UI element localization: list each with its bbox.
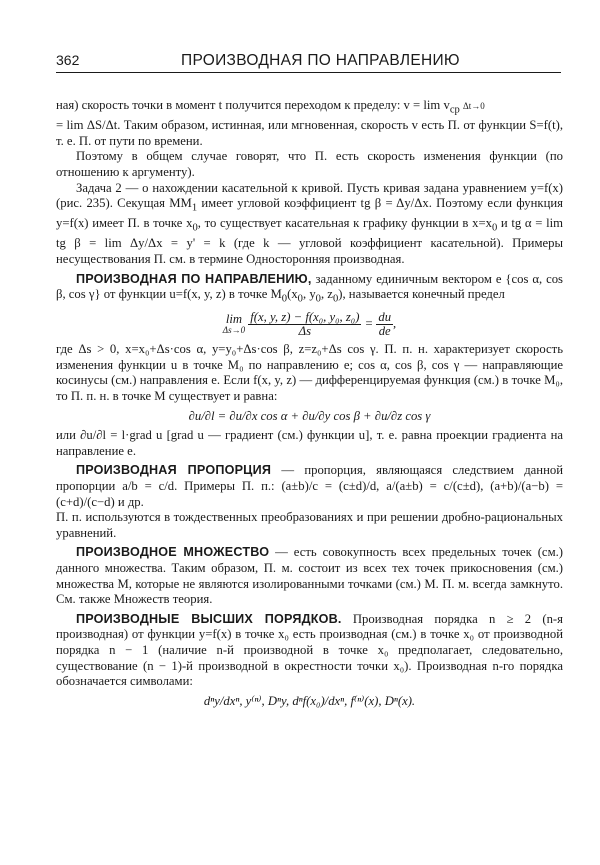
page-number: 362 [56, 52, 80, 68]
term-heading: ПРОИЗВОДНОЕ МНОЖЕСТВО [76, 545, 270, 560]
formula-directional-limit: lim Δs→0 $\frac{\text{f(x, y, z) − f(x₀, y₀, z₀)}}{\Delta s}$ = $\frac{du}{de}$ , [222, 310, 397, 339]
body-text [56, 98, 563, 713]
entry-derived-proportion: ПРОИЗВОДНАЯ ПРОПОРЦИЯ — пропорция, являющаяся следствием данной пропорции a/b = c/d. Примеры П. п.: (a±b)/c = (c±d)/d, a/(a±b) = c/(c±d), (a+b)/(a−b) = (c+d)/(c−d) и др. [56, 463, 563, 509]
formula-directional-partial: ∂u/∂l = ∂u/∂x cos α + ∂u/∂y cos β + ∂u/∂z cos γ [188, 408, 431, 423]
paragraph-velocity-cont: = lim ΔS/Δt. Таким образом, истинная, или мгновенная, скорость v есть П. от функции S=f(t), т. е. П. от пути по времени. [56, 118, 564, 148]
term-heading: ПРОИЗВОДНЫЕ ВЫСШИХ ПОРЯДКОВ. [76, 611, 342, 626]
paragraph-proportion-usage: П. п. используются в тождественных преобразованиях и при решении дробно-рациональных уравнений. [56, 510, 563, 540]
paragraph-directional-explain: где Δs > 0, x=x₀+Δs·cos α, y=y₀+Δs·cos β, z=z₀+Δs cos γ. П. п. н. характеризует скорость изменения функции u в точке M₀ по направлению e; cos α, cos β, cos γ — направляющие косинусы (см.) направления e. Если f(x, y, z) — дифференцируемая функция (см.) в точке M₀, то П. п. н. в точке M существует и равна: [56, 342, 563, 404]
paragraph-limit-velocity: ная) скорость точки в момент t получится переходом к пределу: $v = \lim v_{ср}$ Δt→0 [56, 98, 485, 116]
paragraph-tangent-problem: Задача 2 — о нахождении касательной к кривой. Пусть кривая задана уравнением y=f(x) (рис. 235). Секущая $MM_1$ имеет угловой коэффициент tg β = Δy/Δx. Поэтому если функция y=f(x) имеет П. в точке $x_0$, то существует касательная к графику функции в $x=x_0$ и tg α = lim tg β = lim Δy/Δx = y' = k (где k — угловой коэффициент касательной). Примеры несуществования П. см. в термине Односторонняя производная. [56, 180, 563, 266]
running-title: ПРОИЗВОДНАЯ ПО НАПРАВЛЕНИЮ [181, 52, 460, 69]
term-heading: ПРОИЗВОДНАЯ ПО НАПРАВЛЕНИЮ, [76, 271, 312, 286]
term-heading: ПРОИЗВОДНАЯ ПРОПОРЦИЯ [76, 463, 272, 478]
formula-higher-derivative-notation: dⁿy/dxⁿ, y⁽ⁿ⁾, Dⁿy, dⁿf(x₀)/dxⁿ, f⁽ⁿ⁾(x), Dⁿ(x). [203, 693, 416, 708]
page-header [56, 50, 561, 73]
entry-derived-set: ПРОИЗВОДНОЕ МНОЖЕСТВО — есть совокупность всех предельных точек (см.) данного множества. Таким образом, П. м. состоит из всех тех точек прикосновения (см.) множества M, которые не являются изолированными точками (см.) M. П. м. всегда замкнуто. См. также Множеств теория. [56, 545, 563, 607]
paragraph-rate-of-change: Поэтому в общем случае говорят, что П. есть скорость изменения функции (по отношению к аргументу). [56, 149, 563, 179]
paragraph-gradient-projection: или ∂u/∂l = l·grad u [grad u — градиент (см.) функции u], т. е. равна проекции градиента на направление e. [56, 428, 563, 458]
entry-directional-derivative: ПРОИЗВОДНАЯ ПО НАПРАВЛЕНИЮ, заданному единичным вектором e {cos α, cos β, cos γ} от функции u=f(x, y, z) в точке $M_0(x_0$, $y_0$, $z_0$), называется конечный предел [56, 271, 563, 305]
entry-higher-derivatives: ПРОИЗВОДНЫЕ ВЫСШИХ ПОРЯДКОВ. Производная порядка n ≥ 2 (n-я производная) от функции y=f(x) в точке x₀ есть производная (см.) в точке x₀ от производной порядка n − 1 (наличие n-й производной в точке x₀ предполагает, следовательно, существование (n − 1)-й производной в окрестности точки x₀). Производная n-го порядка обозначается символами: [56, 611, 563, 689]
